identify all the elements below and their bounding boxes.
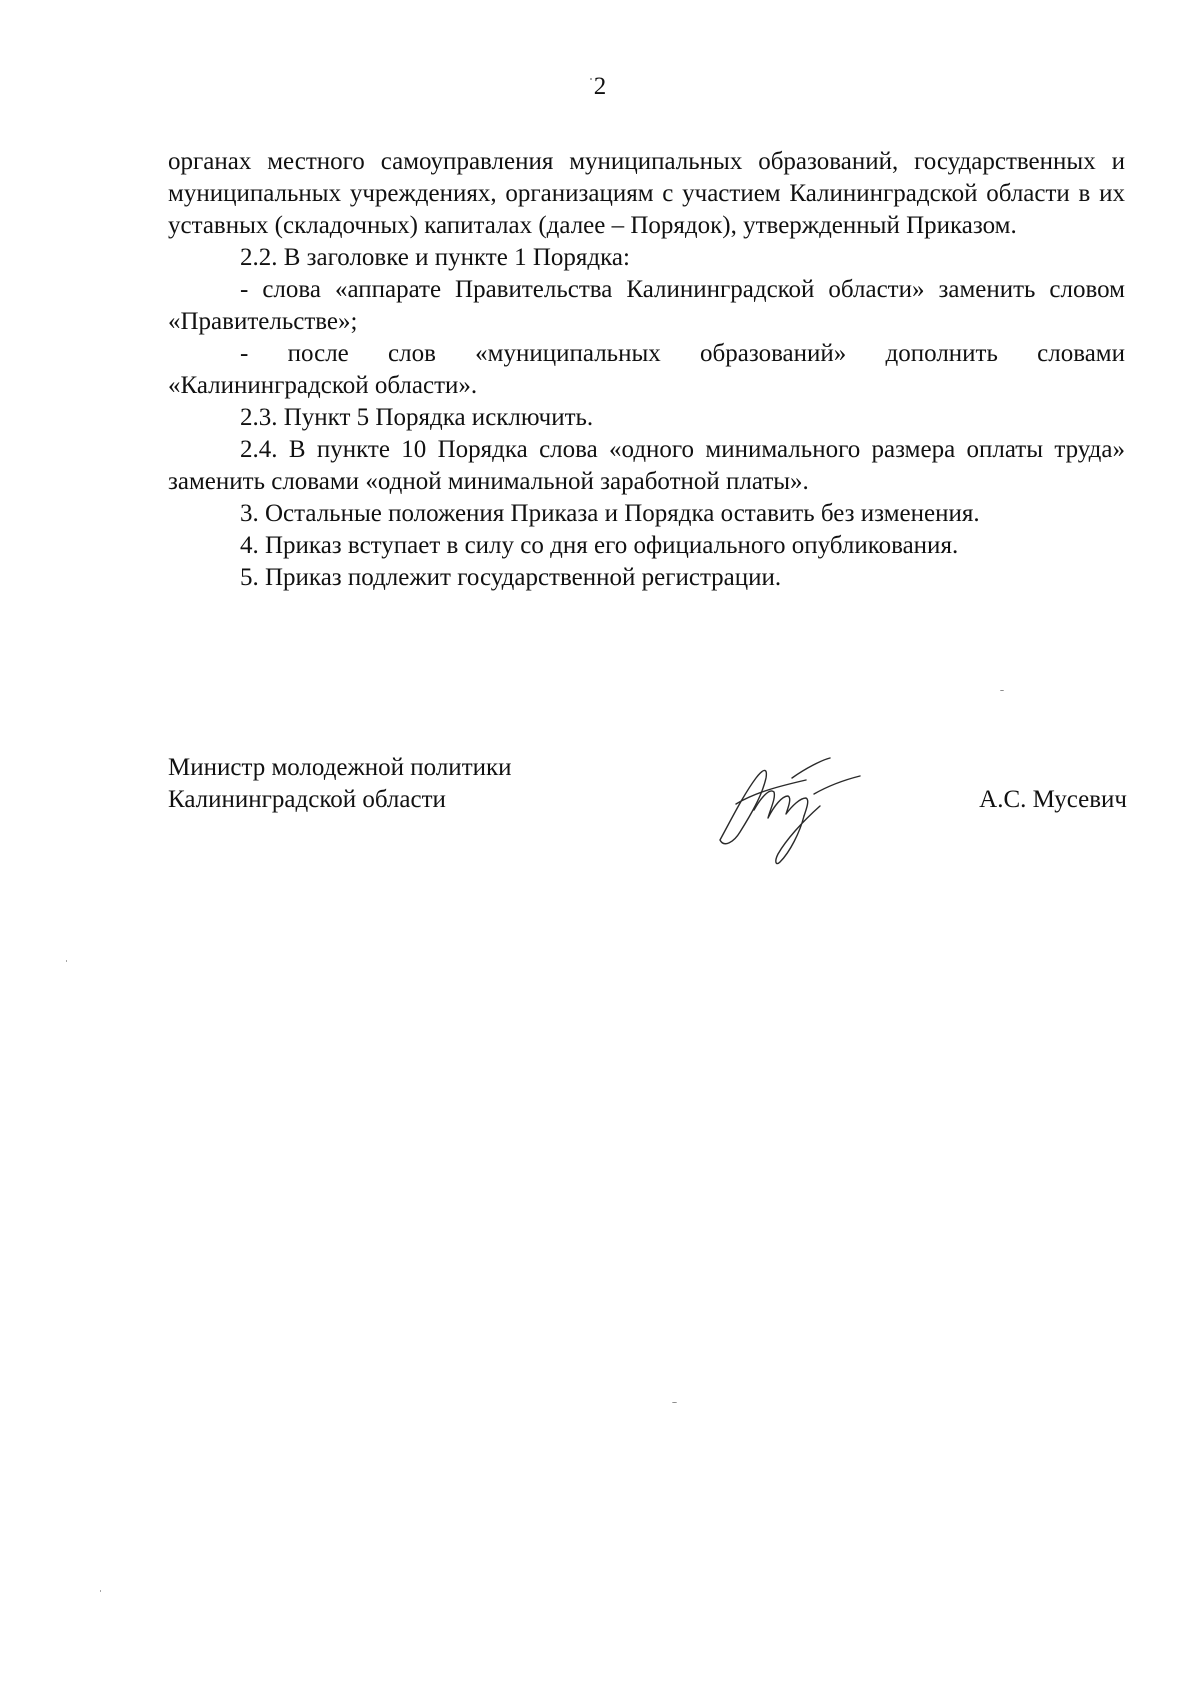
signatory-name: А.С. Мусевич <box>979 786 1127 813</box>
scan-speck <box>590 78 592 80</box>
paragraph-2-2: 2.2. В заголовке и пункте 1 Порядка: <box>240 244 630 271</box>
page-number: 2 <box>593 73 607 100</box>
document-body <box>168 146 1125 594</box>
scan-speck <box>1000 690 1004 691</box>
paragraph-3: 3. Остальные положения Приказа и Порядка оставить без изменения. <box>240 500 980 527</box>
signatory-position-line-1: Министр молодежной политики <box>168 754 512 781</box>
scan-speck <box>672 1402 677 1403</box>
paragraph-4: 4. Приказ вступает в силу со дня его официального опубликования. <box>240 532 959 559</box>
signatory-position-line-2: Калининградской области <box>168 786 446 813</box>
paragraph-2-4: 2.4. В пункте 10 Порядка слова «одного минимального размера оплаты труда» заменить словами «одной минимальной заработной платы». <box>168 436 1125 495</box>
scan-speck <box>66 960 67 962</box>
scan-speck <box>100 1590 101 1592</box>
paragraph-2-2-item-2: - после слов «муниципальных образований» дополнить словами «Калининградской области». <box>168 340 1125 399</box>
paragraph-2-3: 2.3. Пункт 5 Порядка исключить. <box>240 404 594 431</box>
paragraph-5: 5. Приказ подлежит государственной регистрации. <box>240 564 782 591</box>
handwritten-signature <box>710 748 870 868</box>
paragraph-2-2-item-1: - слова «аппарате Правительства Калининградской области» заменить словом «Правительстве»; <box>168 276 1125 335</box>
signatory-position <box>168 752 512 816</box>
paragraph-continuation: органах местного самоуправления муниципальных образований, государственных и муниципальных учреждениях, организациям с участием Калининградской области в их уставных (складочных) капиталах (далее – Порядок), утвержденный Приказом. <box>168 148 1125 239</box>
